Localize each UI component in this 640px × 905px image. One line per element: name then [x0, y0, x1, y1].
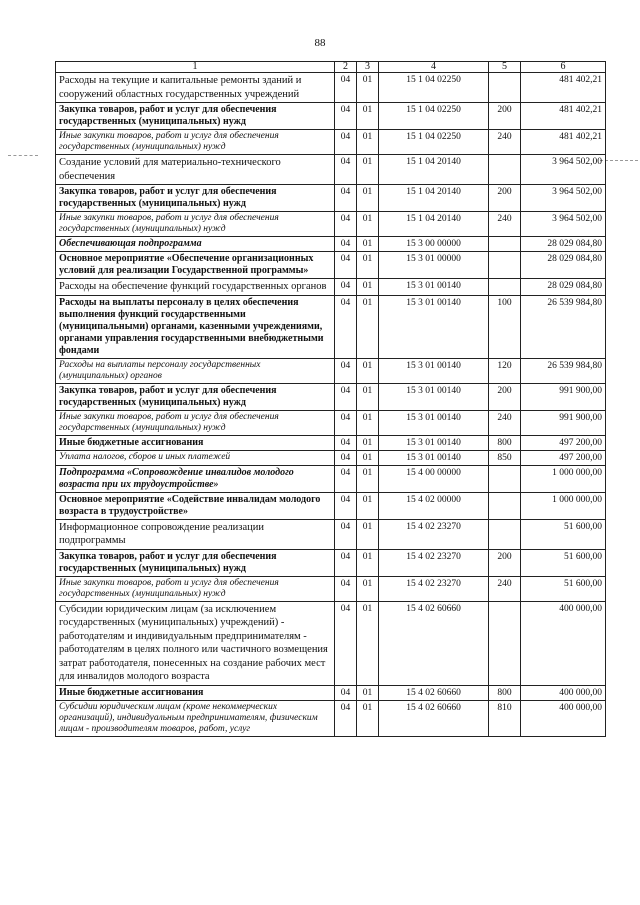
section-code: 04: [335, 383, 357, 410]
target-article-code: 15 3 01 00140: [379, 383, 489, 410]
expense-type-code: 810: [489, 700, 521, 736]
subsection-code: 01: [357, 155, 379, 185]
amount: 26 539 984,80: [521, 358, 606, 383]
target-article-code: 15 3 01 00140: [379, 410, 489, 435]
section-code: 04: [335, 295, 357, 358]
subsection-code: 01: [357, 185, 379, 212]
row-name: Создание условий для материально-технического обеспечения: [56, 155, 335, 185]
section-code: 04: [335, 450, 357, 465]
expense-type-code: [489, 492, 521, 519]
target-article-code: 15 4 02 23270: [379, 519, 489, 549]
table-row: [56, 73, 606, 103]
row-name: Обеспечивающая подпрограмма: [56, 237, 335, 252]
target-article-code: 15 1 04 20140: [379, 155, 489, 185]
expense-type-code: 200: [489, 103, 521, 130]
subsection-code: 01: [357, 450, 379, 465]
section-code: 04: [335, 685, 357, 700]
subsection-code: 01: [357, 212, 379, 237]
expense-type-code: 200: [489, 383, 521, 410]
section-code: 04: [335, 519, 357, 549]
section-code: 04: [335, 279, 357, 296]
target-article-code: 15 3 01 00000: [379, 252, 489, 279]
table-row: [56, 252, 606, 279]
table-row: [56, 155, 606, 185]
target-article-code: 15 3 01 00140: [379, 279, 489, 296]
row-name: Основное мероприятие «Обеспечение организационных условий для реализации Государственной программы»: [56, 252, 335, 279]
column-header: 3: [357, 62, 379, 73]
row-name: Основное мероприятие «Содействие инвалидам молодого возраста в трудоустройстве»: [56, 492, 335, 519]
expense-type-code: 200: [489, 185, 521, 212]
amount: 26 539 984,80: [521, 295, 606, 358]
row-name: Закупка товаров, работ и услуг для обеспечения государственных (муниципальных) нужд: [56, 549, 335, 576]
amount: 400 000,00: [521, 601, 606, 685]
expense-type-code: [489, 252, 521, 279]
subsection-code: 01: [357, 279, 379, 296]
section-code: 04: [335, 358, 357, 383]
target-article-code: 15 3 01 00140: [379, 435, 489, 450]
target-article-code: 15 4 02 00000: [379, 492, 489, 519]
section-code: 04: [335, 73, 357, 103]
amount: 1 000 000,00: [521, 465, 606, 492]
target-article-code: 15 4 02 60660: [379, 700, 489, 736]
subsection-code: 01: [357, 685, 379, 700]
expense-type-code: 120: [489, 358, 521, 383]
subsection-code: 01: [357, 252, 379, 279]
target-article-code: 15 4 00 00000: [379, 465, 489, 492]
table-row: [56, 601, 606, 685]
expense-type-code: 800: [489, 435, 521, 450]
table-row: [56, 519, 606, 549]
row-name: Уплата налогов, сборов и иных платежей: [56, 450, 335, 465]
section-code: 04: [335, 103, 357, 130]
subsection-code: 01: [357, 130, 379, 155]
section-code: 04: [335, 410, 357, 435]
amount: 1 000 000,00: [521, 492, 606, 519]
row-name: Расходы на обеспечение функций государственных органов: [56, 279, 335, 296]
row-name: Иные бюджетные ассигнования: [56, 435, 335, 450]
amount: 481 402,21: [521, 130, 606, 155]
expense-type-code: [489, 237, 521, 252]
table-body: [56, 73, 606, 737]
table-row: [56, 383, 606, 410]
table-row: [56, 465, 606, 492]
expense-type-code: 100: [489, 295, 521, 358]
row-name: Иные закупки товаров, работ и услуг для обеспечения государственных (муниципальных) нужд: [56, 130, 335, 155]
subsection-code: 01: [357, 492, 379, 519]
subsection-code: 01: [357, 237, 379, 252]
section-code: 04: [335, 155, 357, 185]
target-article-code: 15 3 01 00140: [379, 358, 489, 383]
expense-type-code: 240: [489, 130, 521, 155]
amount: 400 000,00: [521, 685, 606, 700]
scan-artifact-left: [8, 155, 38, 156]
row-name: Расходы на выплаты персоналу в целях обеспечения выполнения функций государственными (муниципальными) органами, казенными учреждениями, органами управления государственными внебюджетными фондами: [56, 295, 335, 358]
amount: 3 964 502,00: [521, 212, 606, 237]
table-row: [56, 130, 606, 155]
target-article-code: 15 1 04 02250: [379, 73, 489, 103]
subsection-code: 01: [357, 519, 379, 549]
expense-type-code: 200: [489, 549, 521, 576]
amount: 497 200,00: [521, 450, 606, 465]
subsection-code: 01: [357, 549, 379, 576]
header-row: [56, 62, 606, 73]
subsection-code: 01: [357, 700, 379, 736]
target-article-code: 15 3 01 00140: [379, 295, 489, 358]
budget-table: [55, 61, 606, 737]
table-row: [56, 279, 606, 296]
target-article-code: 15 1 04 20140: [379, 185, 489, 212]
amount: 400 000,00: [521, 700, 606, 736]
amount: 51 600,00: [521, 549, 606, 576]
target-article-code: 15 1 04 02250: [379, 130, 489, 155]
target-article-code: 15 3 00 00000: [379, 237, 489, 252]
expense-type-code: 240: [489, 212, 521, 237]
row-name: Подпрограмма «Сопровождение инвалидов молодого возраста при их трудоустройстве»: [56, 465, 335, 492]
table-row: [56, 212, 606, 237]
column-header: 4: [379, 62, 489, 73]
expense-type-code: [489, 519, 521, 549]
amount: 28 029 084,80: [521, 252, 606, 279]
section-code: 04: [335, 465, 357, 492]
table-row: [56, 450, 606, 465]
row-name: Закупка товаров, работ и услуг для обеспечения государственных (муниципальных) нужд: [56, 383, 335, 410]
section-code: 04: [335, 492, 357, 519]
section-code: 04: [335, 435, 357, 450]
subsection-code: 01: [357, 103, 379, 130]
table-row: [56, 700, 606, 736]
section-code: 04: [335, 185, 357, 212]
target-article-code: 15 4 02 23270: [379, 549, 489, 576]
subsection-code: 01: [357, 410, 379, 435]
row-name: Закупка товаров, работ и услуг для обеспечения государственных (муниципальных) нужд: [56, 185, 335, 212]
expense-type-code: 240: [489, 410, 521, 435]
table-row: [56, 103, 606, 130]
row-name: Закупка товаров, работ и услуг для обеспечения государственных (муниципальных) нужд: [56, 103, 335, 130]
row-name: Субсидии юридическим лицам (за исключением государственных (муниципальных) учреждений) - работодателям и индивидуальным предпринимателям - работодателям в целях полного или частичного возмещения затрат работодателя, понесенных на создание рабочих мест для инвалидов молодого возраста: [56, 601, 335, 685]
amount: 497 200,00: [521, 435, 606, 450]
target-article-code: 15 1 04 02250: [379, 103, 489, 130]
subsection-code: 01: [357, 435, 379, 450]
target-article-code: 15 4 02 23270: [379, 576, 489, 601]
table-row: [56, 685, 606, 700]
section-code: 04: [335, 237, 357, 252]
row-name: Расходы на текущие и капитальные ремонты зданий и сооружений областных государственных учреждений: [56, 73, 335, 103]
column-header: 1: [56, 62, 335, 73]
target-article-code: 15 4 02 60660: [379, 685, 489, 700]
expense-type-code: [489, 465, 521, 492]
expense-type-code: 850: [489, 450, 521, 465]
amount: 991 900,00: [521, 383, 606, 410]
section-code: 04: [335, 252, 357, 279]
row-name: Иные закупки товаров, работ и услуг для обеспечения государственных (муниципальных) нужд: [56, 410, 335, 435]
section-code: 04: [335, 576, 357, 601]
column-header: 2: [335, 62, 357, 73]
subsection-code: 01: [357, 295, 379, 358]
expense-type-code: 800: [489, 685, 521, 700]
target-article-code: 15 1 04 20140: [379, 212, 489, 237]
expense-type-code: [489, 279, 521, 296]
amount: 3 964 502,00: [521, 155, 606, 185]
expense-type-code: [489, 601, 521, 685]
table-row: [56, 492, 606, 519]
amount: 481 402,21: [521, 73, 606, 103]
row-name: Иные закупки товаров, работ и услуг для обеспечения государственных (муниципальных) нужд: [56, 212, 335, 237]
page-number: 88: [314, 37, 326, 49]
section-code: 04: [335, 549, 357, 576]
amount: 51 600,00: [521, 519, 606, 549]
row-name: Субсидии юридическим лицам (кроме некоммерческих организаций), индивидуальным предпринимателям, физическим лицам - производителям товаров, работ, услуг: [56, 700, 335, 736]
subsection-code: 01: [357, 465, 379, 492]
subsection-code: 01: [357, 358, 379, 383]
table-row: [56, 410, 606, 435]
row-name: Иные закупки товаров, работ и услуг для обеспечения государственных (муниципальных) нужд: [56, 576, 335, 601]
section-code: 04: [335, 212, 357, 237]
table-row: [56, 435, 606, 450]
subsection-code: 01: [357, 601, 379, 685]
amount: 3 964 502,00: [521, 185, 606, 212]
column-header: 5: [489, 62, 521, 73]
table-row: [56, 358, 606, 383]
subsection-code: 01: [357, 383, 379, 410]
amount: 28 029 084,80: [521, 279, 606, 296]
table-row: [56, 576, 606, 601]
section-code: 04: [335, 601, 357, 685]
target-article-code: 15 4 02 60660: [379, 601, 489, 685]
subsection-code: 01: [357, 576, 379, 601]
row-name: Иные бюджетные ассигнования: [56, 685, 335, 700]
target-article-code: 15 3 01 00140: [379, 450, 489, 465]
section-code: 04: [335, 130, 357, 155]
subsection-code: 01: [357, 73, 379, 103]
column-header: 6: [521, 62, 606, 73]
section-code: 04: [335, 700, 357, 736]
row-name: Информационное сопровождение реализации подпрограммы: [56, 519, 335, 549]
table-row: [56, 549, 606, 576]
amount: 51 600,00: [521, 576, 606, 601]
row-name: Расходы на выплаты персоналу государственных (муниципальных) органов: [56, 358, 335, 383]
amount: 28 029 084,80: [521, 237, 606, 252]
amount: 481 402,21: [521, 103, 606, 130]
expense-type-code: [489, 73, 521, 103]
expense-type-code: 240: [489, 576, 521, 601]
table-row: [56, 185, 606, 212]
expense-type-code: [489, 155, 521, 185]
table-row: [56, 237, 606, 252]
table-row: [56, 295, 606, 358]
amount: 991 900,00: [521, 410, 606, 435]
